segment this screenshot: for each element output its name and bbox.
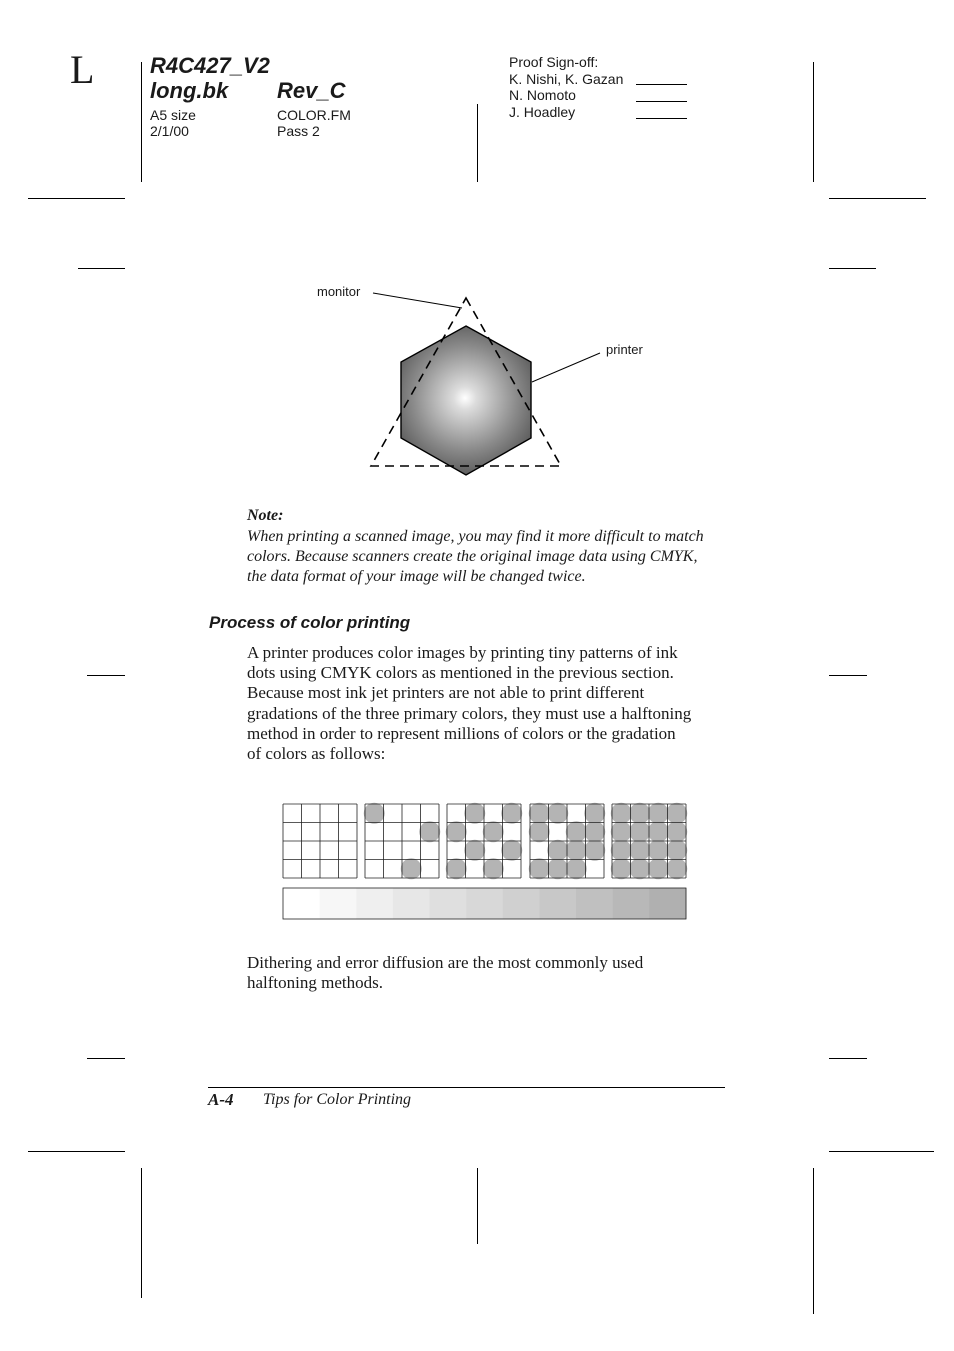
- section-paragraph: [247, 643, 737, 764]
- halftone-dot: [529, 821, 550, 842]
- closing-paragraph: [247, 953, 737, 993]
- chapter-title: Tips for Color Printing: [263, 1091, 412, 1108]
- note-text: [247, 527, 737, 587]
- halftone-dot: [648, 821, 669, 842]
- halftone-dot: [566, 840, 587, 861]
- halftone-dot: [501, 840, 522, 861]
- note-line: colors. Because scanners create the original image data using CMYK,: [247, 548, 698, 565]
- halftone-dot: [483, 858, 504, 879]
- halftone-dot: [584, 821, 605, 842]
- gradation-step: [283, 888, 320, 919]
- halftone-dot: [629, 803, 650, 824]
- paragraph-line: of colors as follows:: [247, 744, 386, 764]
- halftone-dot: [648, 858, 669, 879]
- gradation-step: [503, 888, 540, 919]
- halftone-dot: [666, 858, 687, 879]
- label-printer: printer: [606, 342, 643, 357]
- halftone-dot: [648, 840, 669, 861]
- signature-blank: [636, 118, 687, 119]
- gradation-step: [320, 888, 357, 919]
- note-line: the data format of your image will be changed twice.: [247, 568, 586, 585]
- signoff-name: N. Nomoto: [509, 87, 576, 103]
- halftone-dot: [611, 840, 632, 861]
- halftone-dot: [446, 821, 467, 842]
- halftone-dot: [629, 840, 650, 861]
- halftone-dot: [611, 858, 632, 879]
- paragraph-line: Dithering and error diffusion are the most commonly used: [247, 953, 644, 972]
- signature-blank: [636, 84, 687, 85]
- halftone-dot: [483, 821, 504, 842]
- halftone-dot: [666, 821, 687, 842]
- paragraph-line: A printer produces color images by printing tiny patterns of ink: [247, 643, 678, 662]
- halftone-dot: [364, 803, 385, 824]
- header-book: long.bk: [150, 78, 229, 103]
- header-date: 2/1/00: [150, 123, 189, 139]
- signoff-title: Proof Sign-off:: [509, 54, 599, 70]
- paragraph-line: method in order to represent millions of colors or the gradation: [247, 723, 676, 743]
- paragraph-line: Because most ink jet printers are not able to print different: [247, 683, 645, 703]
- halftone-dot: [611, 803, 632, 824]
- section-heading: Process of color printing: [209, 613, 411, 632]
- page-number: A-4: [208, 1090, 234, 1109]
- paragraph-line: gradations of the three primary colors, they must use a halftoning: [247, 703, 692, 723]
- signoff-name: J. Hoadley: [509, 104, 576, 120]
- printer-gamut-hexagon: [401, 326, 531, 475]
- gradation-step: [466, 888, 503, 919]
- label-monitor: monitor: [317, 284, 361, 299]
- gradation-step: [393, 888, 430, 919]
- header-size: A5 size: [150, 107, 196, 123]
- halftone-dot: [547, 803, 568, 824]
- halftone-diagram: [280, 802, 690, 924]
- note-title: Note:: [247, 507, 284, 524]
- gradation-step: [356, 888, 393, 919]
- halftone-dot: [611, 821, 632, 842]
- halftone-dot: [584, 803, 605, 824]
- header-revision: Rev_C: [277, 78, 346, 103]
- note-line: When printing a scanned image, you may find it more difficult to match: [247, 528, 704, 545]
- halftone-dot: [401, 858, 422, 879]
- corner-letter: L: [70, 47, 95, 92]
- paragraph-line: halftoning methods.: [247, 973, 383, 993]
- paragraph-line: dots using CMYK colors as mentioned in the previous section.: [247, 663, 674, 683]
- gradation-step: [649, 888, 686, 919]
- signoff-name: K. Nishi, K. Gazan: [509, 71, 624, 87]
- halftone-dot: [584, 840, 605, 861]
- halftone-dot: [666, 803, 687, 824]
- halftone-dot: [629, 821, 650, 842]
- halftone-dot: [529, 858, 550, 879]
- halftone-dot: [464, 840, 485, 861]
- halftone-dot: [566, 858, 587, 879]
- gradation-step: [613, 888, 650, 919]
- gradation-step: [576, 888, 613, 919]
- halftone-dot: [566, 821, 587, 842]
- halftone-dot: [547, 858, 568, 879]
- halftone-dot: [529, 803, 550, 824]
- halftone-dot: [629, 858, 650, 879]
- gamut-diagram: [300, 280, 660, 480]
- header-file: COLOR.FM: [277, 107, 351, 123]
- halftone-dot: [501, 803, 522, 824]
- gamut-figure: [300, 280, 660, 480]
- halftone-dot: [446, 858, 467, 879]
- gradation-step: [430, 888, 467, 919]
- gradation-step: [539, 888, 576, 919]
- header-pass: Pass 2: [277, 123, 320, 139]
- halftone-dot: [464, 803, 485, 824]
- header-title: R4C427_V2: [150, 53, 270, 78]
- halftone-dot: [547, 840, 568, 861]
- halftone-figure: [280, 802, 690, 924]
- halftone-dot: [648, 803, 669, 824]
- halftone-dot: [666, 840, 687, 861]
- signature-blank: [636, 101, 687, 102]
- halftone-dot: [419, 821, 440, 842]
- footer-rule: [208, 1087, 725, 1088]
